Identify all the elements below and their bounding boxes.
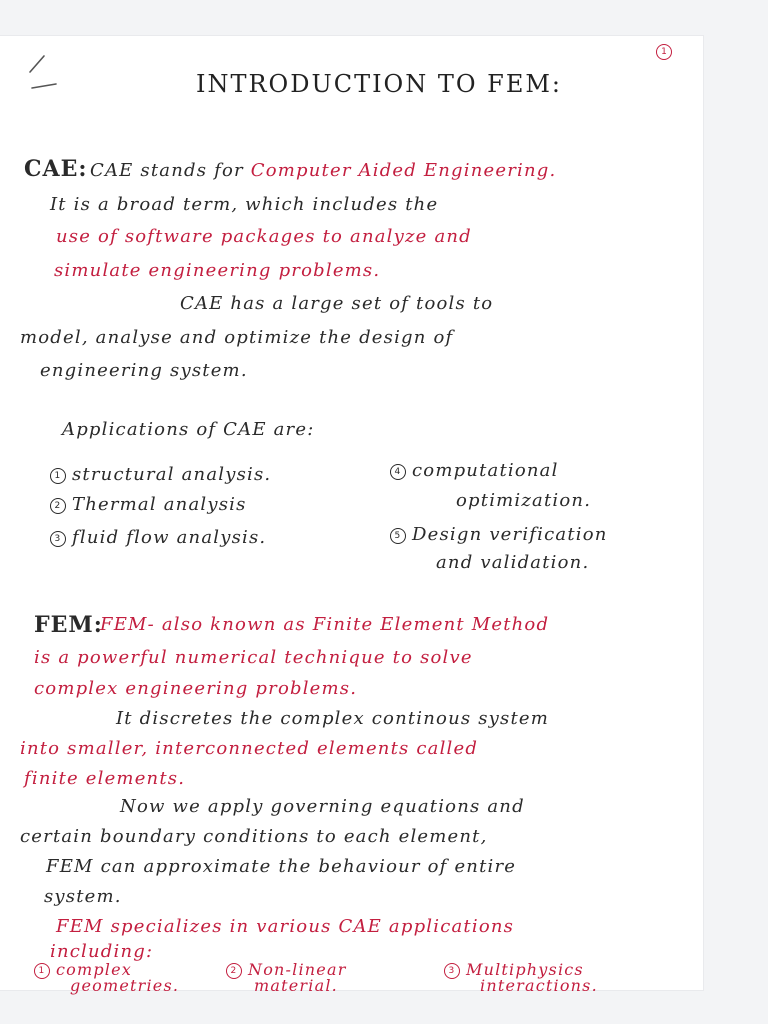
item-number: 5: [390, 528, 406, 544]
fem-heading: FEM:: [34, 612, 103, 638]
fem-line-8: certain boundary conditions to each element,: [20, 826, 488, 847]
cae-line-7: engineering system.: [40, 360, 248, 381]
application-item-continued: and validation.: [436, 552, 590, 573]
fem-line-4: It discretes the complex continous system: [116, 708, 550, 729]
fem-line-3: complex engineering problems.: [34, 678, 358, 699]
cae-line-4: simulate engineering problems.: [54, 260, 381, 281]
application-item: 4 computational: [390, 460, 559, 482]
application-item: 1 structural analysis.: [50, 464, 271, 486]
fem-line-10: system.: [44, 886, 122, 907]
corner-pen-marks: [26, 50, 66, 100]
fem-line-12: including:: [50, 941, 154, 962]
item-number: 2: [226, 963, 242, 979]
cae-line-5: CAE has a large set of tools to: [180, 293, 494, 314]
item-number: 3: [444, 963, 460, 979]
cae-line-2: It is a broad term, which includes the: [50, 194, 439, 215]
fem-line-9: FEM can approximate the behaviour of entire: [46, 856, 517, 877]
fem-item-continued: geometries.: [70, 976, 180, 995]
fem-line-5: into smaller, interconnected elements called: [20, 738, 479, 759]
cae-heading: CAE:: [24, 156, 88, 182]
fem-item: 3 Multiphysics: [444, 960, 584, 979]
application-item: 5 Design verification: [390, 524, 608, 546]
fem-line-6: finite elements.: [24, 768, 186, 789]
fem-item: 1 complex: [34, 960, 132, 979]
item-number: 3: [50, 531, 66, 547]
application-item-continued: optimization.: [456, 490, 592, 511]
item-number: 2: [50, 498, 66, 514]
fem-line-1: FEM- also known as Finite Element Method: [100, 614, 550, 635]
item-number: 1: [34, 963, 50, 979]
fem-item-continued: interactions.: [480, 976, 598, 995]
cae-line-6: model, analyse and optimize the design of: [20, 327, 454, 348]
application-item: 2 Thermal analysis: [50, 494, 247, 516]
fem-line-2: is a powerful numerical technique to solve: [34, 647, 473, 668]
cae-line-1: CAE stands for Computer Aided Engineering.: [90, 160, 557, 181]
item-number: 4: [390, 464, 406, 480]
application-item: 3 fluid flow analysis.: [50, 527, 266, 549]
cae-line-3: use of software packages to analyze and: [56, 226, 472, 247]
fem-item: 2 Non-linear: [226, 960, 347, 979]
fem-line-11: FEM specializes in various CAE applications: [56, 916, 515, 937]
fem-line-7: Now we apply governing equations and: [120, 796, 525, 817]
page-title: INTRODUCTION TO FEM:: [196, 70, 563, 98]
item-number: 1: [50, 468, 66, 484]
applications-heading: Applications of CAE are:: [62, 419, 315, 440]
page-number: 1: [656, 44, 672, 60]
fem-item-continued: material.: [254, 976, 338, 995]
